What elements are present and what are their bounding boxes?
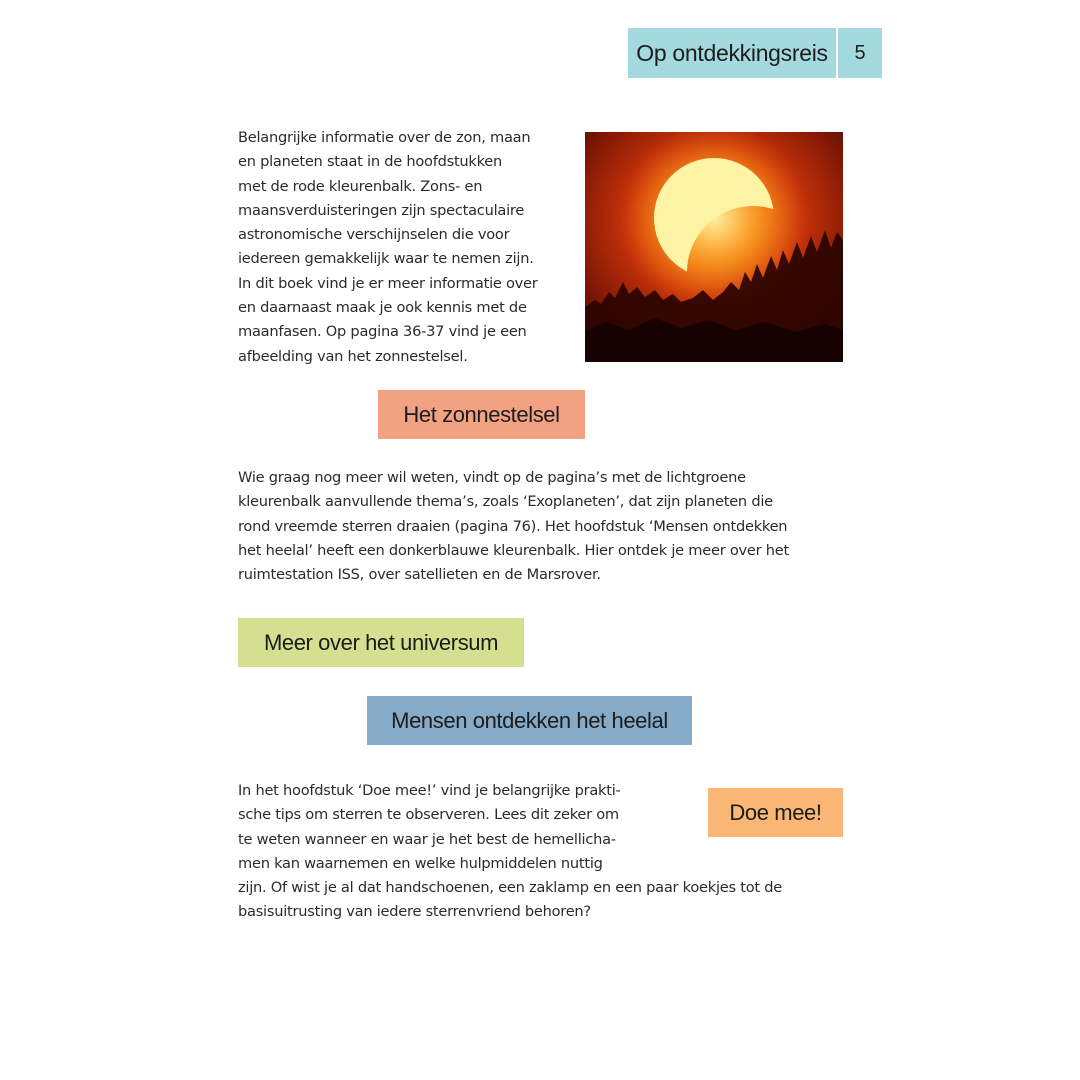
text-line: zijn. Of wist je al dat handschoenen, een zaklamp en een paar koekjes tot de (238, 879, 782, 897)
chapter-header (628, 28, 882, 78)
text-line: sche tips om sterren te observeren. Lees dit zeker om (238, 806, 619, 824)
text-line: Wie graag nog meer wil weten, vindt op de pagina’s met de lichtgroene (238, 469, 746, 486)
text-line: men kan waarnemen en welke hulpmiddelen nuttig (238, 854, 603, 872)
text-line: maansverduisteringen zijn spectaculaire (238, 201, 525, 219)
solar-system-label: Het zonnestelsel (378, 390, 585, 439)
eclipse-photo (585, 132, 843, 362)
universe-label: Meer over het universum (238, 618, 524, 667)
text-line: basisuitrusting van iedere sterrenvriend behoren? (238, 903, 591, 921)
text-line: Belangrijke informatie over de zon, maan (238, 129, 531, 146)
text-line: te weten wanneer en waar je het best de hemellicha- (238, 830, 616, 848)
text-line: en planeten staat in de hoofdstukken (238, 153, 503, 171)
join-label: Doe mee! (708, 788, 843, 837)
text-line: afbeelding van het zonnestelsel. (238, 347, 468, 365)
text-line: In dit boek vind je er meer informatie over (238, 274, 538, 292)
text-line: het heelal’ heeft een donkerblauwe kleurenbalk. Hier ontdek je meer over het (238, 541, 789, 559)
text-line: astronomische verschijnselen die voor (238, 226, 510, 244)
themes-paragraph (238, 466, 848, 587)
text-line: met de rode kleurenbalk. Zons- en (238, 177, 483, 195)
text-line: kleurenbalk aanvullende thema’s, zoals ‘Exoplaneten’, dat zijn planeten die (238, 493, 773, 511)
text-line: en daarnaast maak je ook kennis met de (238, 299, 527, 317)
text-line: rond vreemde sterren draaien (pagina 76). Het hoofdstuk ‘Mensen ontdekken (238, 517, 788, 535)
page-number: 5 (838, 28, 882, 78)
text-line: ruimtestation ISS, over satellieten en de Marsrover. (238, 566, 601, 584)
text-line: maanfasen. Op pagina 36-37 vind je een (238, 323, 527, 341)
intro-paragraph (238, 126, 578, 369)
text-line: iedereen gemakkelijk waar te nemen zijn. (238, 250, 534, 268)
humans-explore-label: Mensen ontdekken het heelal (367, 696, 692, 745)
chapter-title: Op ontdekkingsreis (628, 28, 836, 78)
text-line: In het hoofdstuk ‘Doe mee!’ vind je belangrijke prakti- (238, 782, 621, 799)
